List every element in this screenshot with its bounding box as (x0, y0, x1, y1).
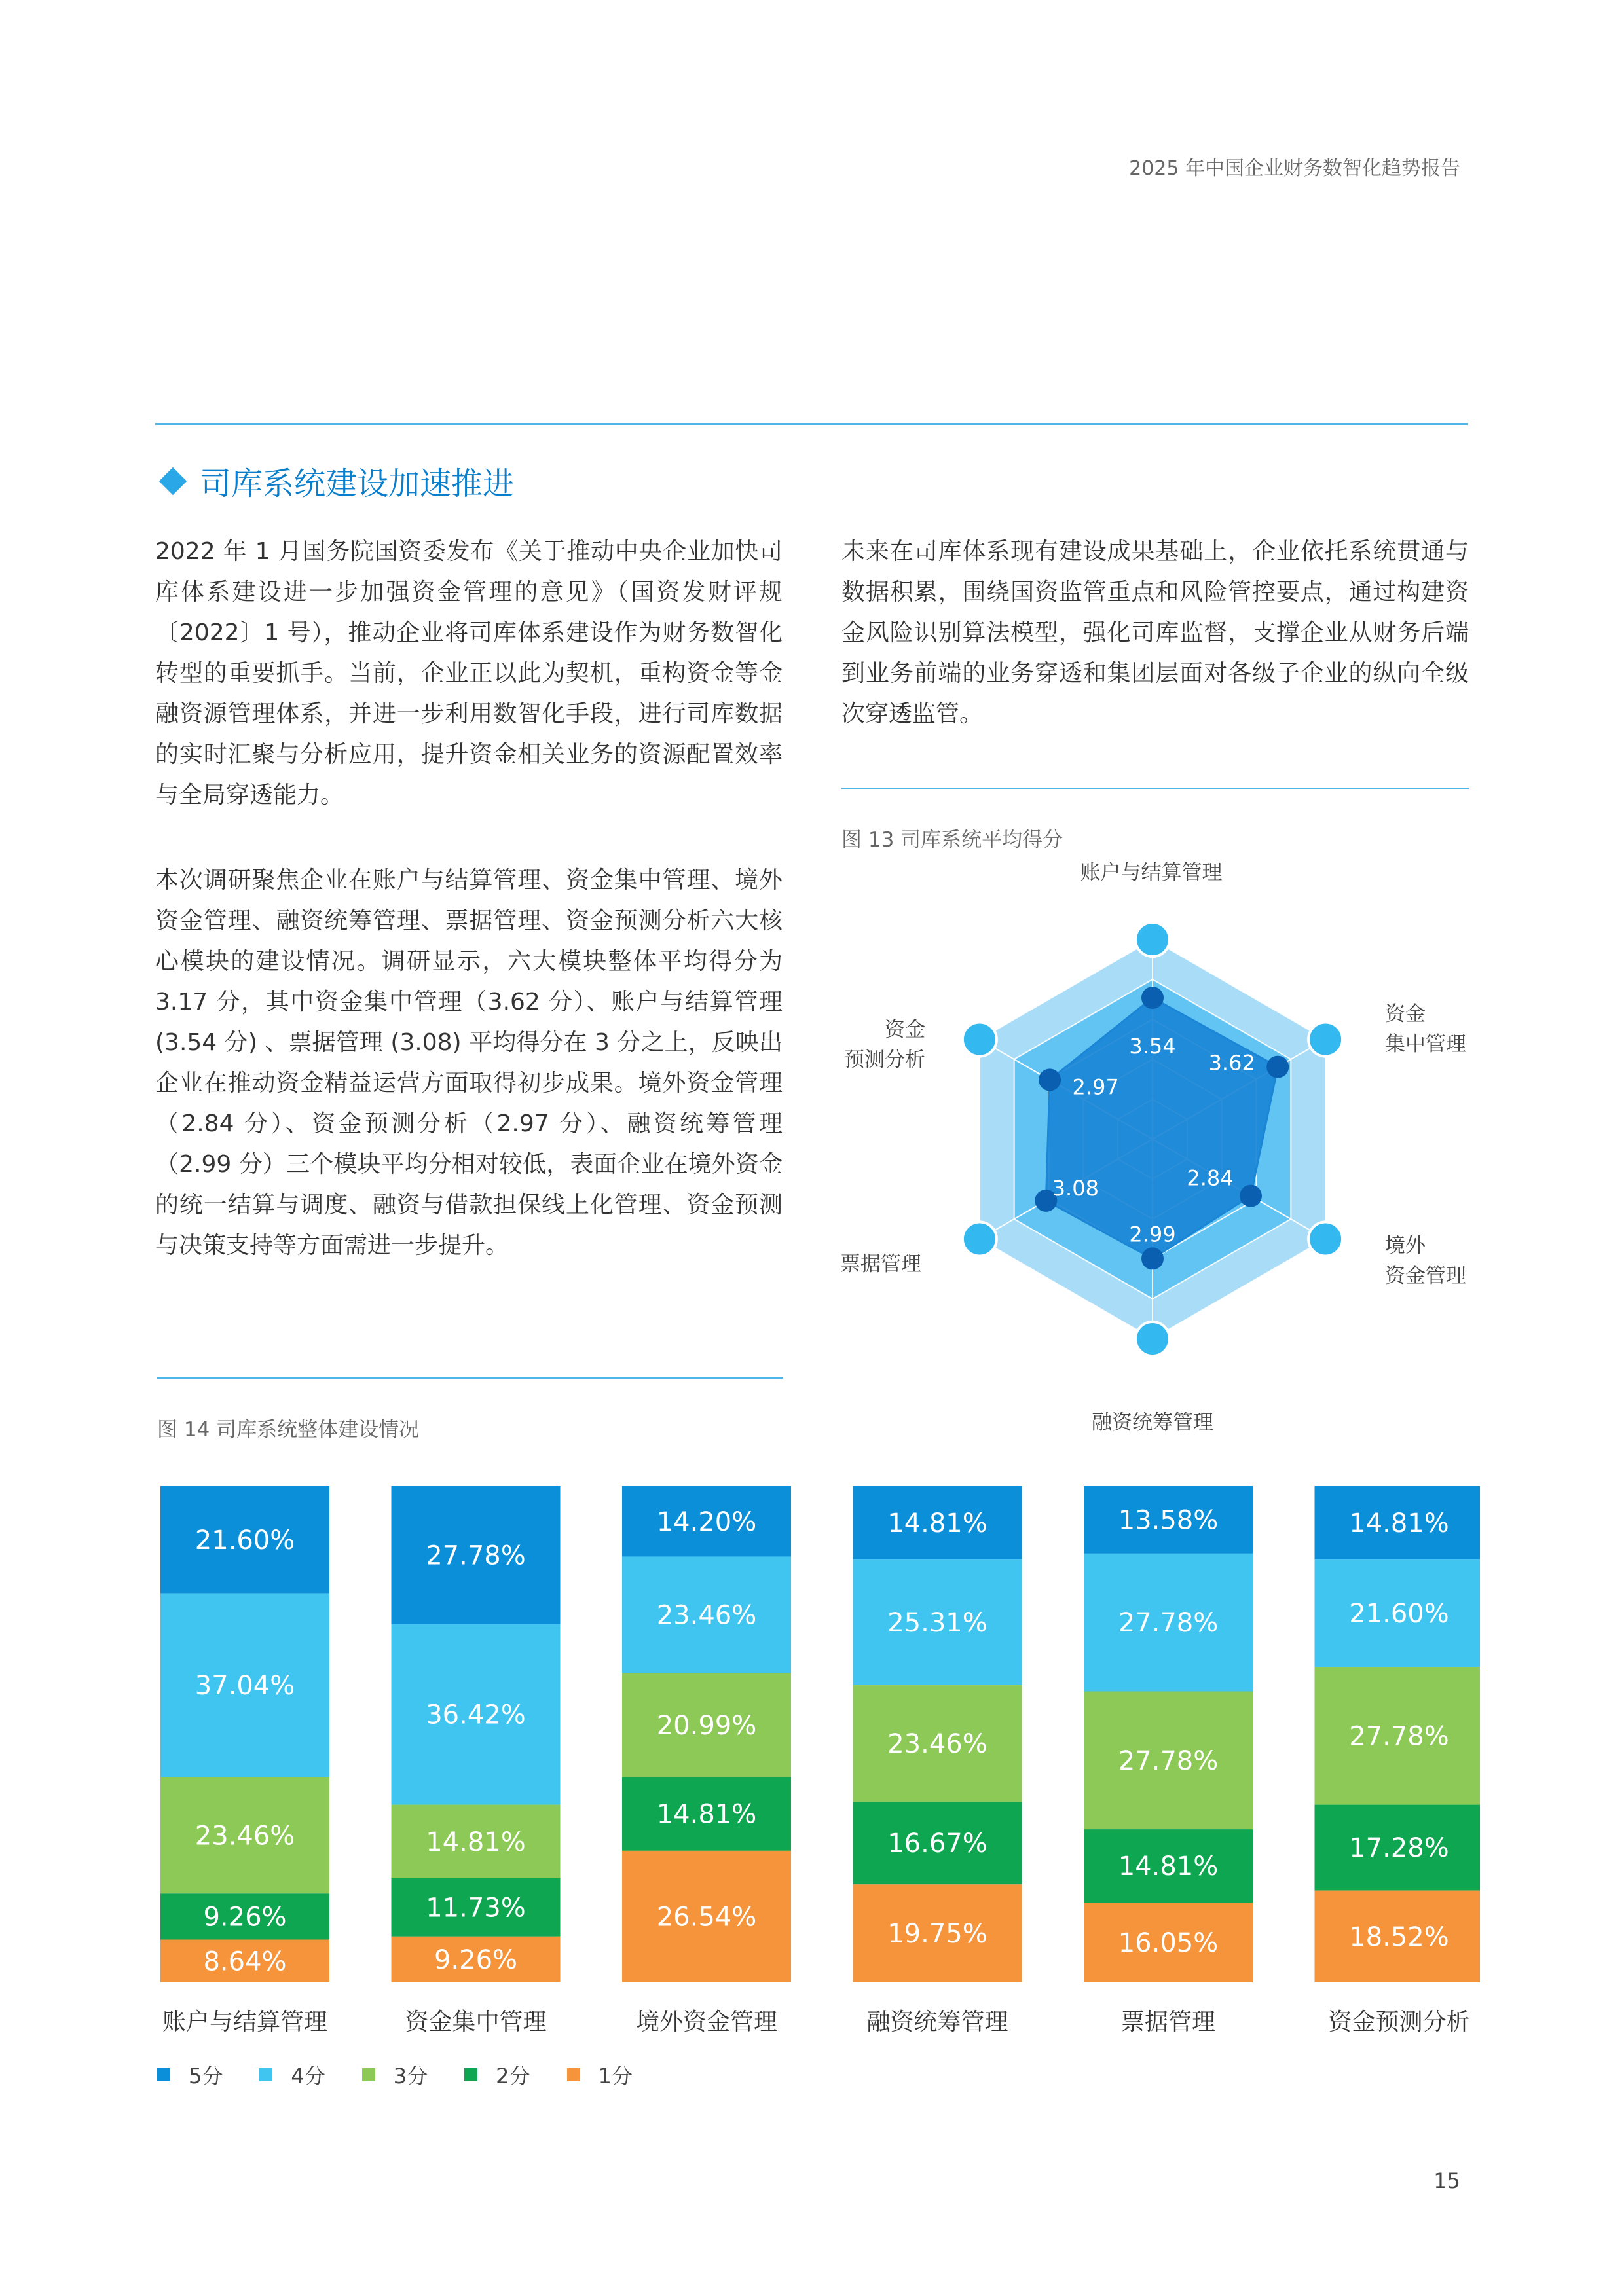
bar-category-label: 融资统筹管理 (866, 2009, 1008, 2035)
paragraph-survey: 本次调研聚焦企业在账户与结算管理、资金集中管理、境外资金管理、融资统筹管理、票据管理、资金预测分析六大核心模块的建设情况。调研显示，六大模块整体平均得分为 3.17 分，其中资金集中管理（3.62 分）、账户与结算管理 (3.54 分) 、票据管理 (3.08) 平均得分在 3 分之上，反映出企业在推动资金精益运营方面取得初步成果。境外资金管理（2.84 分）、资金预测分析（2.97 分）、融资统筹管理（2.99 分）三个模块平均分相对较低，表面企业在境外资金的统一结算与调度、融资与借款担保线上化管理、资金预测与决策支持等方面需进一步提升。 (155, 867, 783, 1259)
bar-value-label: 37.04% (194, 1671, 295, 1702)
legend-swatch-4 (259, 2068, 272, 2081)
legend-item-1 (567, 2060, 633, 2090)
bar-category-label: 资金预测分析 (1328, 2009, 1470, 2035)
section-title (159, 458, 514, 503)
radar-value-label: 3.62 (1208, 1050, 1255, 1076)
radar-axis-end-marker (1308, 1222, 1342, 1256)
bar-labels (195, 1506, 1449, 1977)
radar-label-lower-right (1385, 1231, 1466, 1291)
bar-value-label: 16.67% (887, 1829, 987, 1859)
bar-category-label: 账户与结算管理 (162, 2009, 328, 2035)
bar-categories (162, 2009, 1470, 2035)
radar-axis-end-marker (1308, 1023, 1342, 1057)
bar-value-label: 8.64% (203, 1946, 287, 1977)
paragraph-intro: 2022 年 1 月国务院国资委发布《关于推动中央企业加快司库体系建设进一步加强资金管理的意见》（国资发财评规〔2022〕1 号），推动企业将司库体系建设作为财务数智化转型的重要抓手。当前，企业正以此为契机，重构资金等金融资源管理体系，并进一步利用数智化手段，进行司库数据的实时汇聚与分析应用，提升资金相关业务的资源配置效率与全局穿透能力。 (155, 538, 783, 809)
radar-data-point (1141, 1247, 1164, 1269)
radar-value-label: 2.99 (1129, 1222, 1176, 1247)
radar-label-upper-left-line1: 资金 (885, 1018, 925, 1042)
radar-label-lower-left: 票据管理 (840, 1252, 921, 1276)
radar-axis-end-marker (1135, 922, 1170, 957)
legend-label-3: 3分 (393, 2064, 428, 2088)
bar-value-label: 13.58% (1118, 1505, 1219, 1536)
bar-value-label: 14.20% (656, 1506, 757, 1537)
radar-label-lower-right-line2: 资金管理 (1385, 1264, 1466, 1288)
legend-item-5 (157, 2060, 223, 2090)
radar-chart (930, 877, 1375, 1401)
radar-label-upper-right (1385, 999, 1466, 1059)
bar-value-label: 14.81% (426, 1827, 526, 1857)
radar-value-label: 3.54 (1129, 1034, 1176, 1059)
section-rule (155, 423, 1468, 425)
report-title: 2025 年中国企业财务数智化趋势报告 (1129, 157, 1460, 180)
bar-value-label: 11.73% (426, 1893, 526, 1923)
bar-value-label: 9.26% (203, 1902, 287, 1933)
bar-value-label: 25.31% (887, 1608, 987, 1639)
radar-label-top: 账户与结算管理 (1080, 861, 1223, 884)
bar-value-label: 36.42% (426, 1700, 526, 1730)
legend-item-3 (362, 2060, 428, 2090)
radar-data-point (1141, 987, 1164, 1009)
legend-swatch-2 (464, 2068, 477, 2081)
bar-category-label: 资金集中管理 (405, 2009, 547, 2035)
legend-label-1: 1分 (598, 2064, 633, 2088)
radar-data-point (1240, 1185, 1262, 1207)
bar-value-label: 23.46% (887, 1729, 987, 1759)
radar-data-point (1039, 1068, 1061, 1091)
bar-value-label: 9.26% (434, 1944, 518, 1975)
bar-value-label: 21.60% (194, 1525, 295, 1556)
bar-value-label: 17.28% (1349, 1833, 1449, 1864)
section-title-text: 司库系统建设加速推进 (200, 465, 515, 502)
bar-value-label: 23.46% (194, 1821, 295, 1851)
figure13-caption: 图 13 司库系统平均得分 (841, 828, 1063, 852)
radar-data-point (1266, 1056, 1289, 1078)
legend-swatch-5 (157, 2068, 170, 2081)
bar-segments (160, 1486, 1480, 1982)
radar-axis-end-marker (963, 1222, 997, 1256)
bar-value-label: 27.78% (1118, 1745, 1219, 1776)
radar-axis-end-marker (1135, 1322, 1170, 1356)
legend-swatch-3 (362, 2068, 375, 2081)
legend-label-2: 2分 (496, 2064, 530, 2088)
bar-value-label: 16.05% (1118, 1928, 1219, 1959)
radar-label-lower-right-line1: 境外 (1385, 1234, 1426, 1258)
bar-value-label: 14.81% (1118, 1851, 1219, 1882)
bar-value-label: 27.78% (426, 1540, 526, 1571)
legend-swatch-1 (567, 2068, 580, 2081)
radar-axis-end-marker (963, 1023, 997, 1057)
bar-value-label: 14.81% (1349, 1508, 1449, 1539)
bar-value-label: 20.99% (656, 1711, 757, 1741)
radar-label-upper-right-line2: 集中管理 (1385, 1032, 1466, 1056)
bar-value-label: 19.75% (887, 1919, 987, 1950)
page-number: 15 (1433, 2168, 1460, 2193)
radar-label-bottom: 融资统筹管理 (1092, 1411, 1213, 1434)
stacked-bar-chart (151, 1486, 1480, 2049)
radar-label-upper-left-line2: 预测分析 (844, 1048, 925, 1072)
bar-category-label: 境外资金管理 (635, 2009, 778, 2035)
bar-category-label: 票据管理 (1120, 2009, 1216, 2035)
chart-legend (157, 2060, 669, 2090)
legend-label-4: 4分 (291, 2064, 325, 2088)
bar-value-label: 27.78% (1349, 1721, 1449, 1752)
bar-value-label: 27.78% (1118, 1608, 1219, 1639)
figure13-rule (841, 788, 1469, 789)
radar-value-label: 2.84 (1187, 1165, 1234, 1191)
figure14-rule (157, 1377, 783, 1379)
legend-label-5: 5分 (189, 2064, 223, 2088)
bar-value-label: 14.81% (887, 1508, 987, 1539)
paragraph-future: 未来在司库体系现有建设成果基础上，企业依托系统贯通与数据积累，围绕国资监管重点和风险管控要点，通过构建资金风险识别算法模型，强化司库监督，支撑企业从财务后端到业务前端的业务穿透和集团层面对各级子企业的纵向全级次穿透监管。 (841, 538, 1469, 727)
bar-value-label: 26.54% (656, 1902, 757, 1933)
legend-item-4 (259, 2060, 325, 2090)
bar-value-label: 23.46% (656, 1600, 757, 1631)
radar-value-label: 3.08 (1052, 1175, 1099, 1201)
bar-value-label: 21.60% (1349, 1599, 1449, 1630)
bar-value-label: 14.81% (656, 1799, 757, 1830)
figure14-caption: 图 14 司库系统整体建设情况 (157, 1418, 420, 1442)
radar-label-upper-left (840, 1015, 925, 1075)
bar-value-label: 18.52% (1349, 1922, 1449, 1952)
radar-value-label: 2.97 (1072, 1074, 1119, 1100)
diamond-bullet-icon (159, 467, 187, 494)
radar-label-upper-right-line1: 资金 (1385, 1002, 1426, 1026)
legend-item-2 (464, 2060, 530, 2090)
